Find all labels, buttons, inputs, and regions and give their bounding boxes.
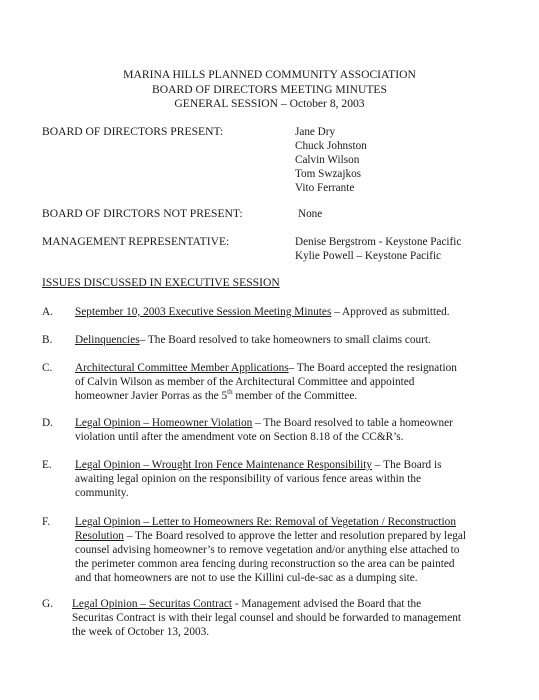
item-text [75,515,505,585]
management-list [295,235,461,263]
document-header [0,68,539,112]
item-title: Legal Opinion – Wrought Iron Fence Maintenance Responsibility [75,459,373,471]
item-letter: E. [42,459,52,471]
item-body: – The Board resolved to take homeowners to small claims court. [139,334,431,346]
directors-not-present-value: None [298,208,323,220]
item-body: – The Board resolved to approve the letter and resolution prepared by legal [123,530,467,542]
item-body-line: counsel advising homeowner’s to remove vegetation and/or anything else attached to [75,544,460,556]
item-title: Architectural Committee Member Applications [75,362,289,374]
item-title-continued: Resolution [75,530,124,542]
item-letter: B. [42,334,53,346]
item-body: – The Board resolved to table a homeowner [252,417,453,429]
item-body-line: of Calvin Wilson as member of the Architectural Committee and appointed [75,376,415,388]
item-body-line: the week of October 13, 2003. [72,626,210,638]
item-body-line: community. [75,487,129,499]
item-title: Legal Opinion – Securitas Contract [72,598,232,610]
item-letter: F. [42,516,51,528]
item-title: Legal Opinion – Homeowner Violation [75,417,253,429]
director-name: Chuck Johnston [295,140,367,152]
item-body-line: Securitas Contract is with their legal counsel and should be forwarded to management [72,612,462,624]
management-label: MANAGEMENT REPRESENTATIVE: [42,235,230,248]
directors-not-present-label: BOARD OF DIRCTORS NOT PRESENT: [42,207,243,220]
session-date: GENERAL SESSION – October 8, 2003 [174,97,365,110]
item-body-line: violation until after the amendment vote on Section 8.18 of the CC&R’s. [75,431,404,443]
directors-present-list [295,125,367,195]
item-text [72,597,502,639]
director-name: Tom Swzajkos [295,168,362,180]
section-title: ISSUES DISCUSSED IN EXECUTIVE SESSION [42,276,280,289]
director-name: Vito Ferrante [295,182,355,194]
item-text [75,305,505,319]
item-body: - Management advised the Board that the [232,598,422,610]
item-text [75,361,505,403]
item-body: – The Board accepted the resignation [288,362,457,374]
item-text [75,416,505,444]
item-body-line: member of the Committee. [232,390,358,402]
management-name: Denise Bergstrom - Keystone Pacific [295,236,462,248]
management-name: Kylie Powell – Keystone Pacific [295,250,442,262]
item-body-line: homeowner Javier Porras as the 5 [75,390,228,402]
item-letter: G. [42,598,53,610]
item-body-line: awaiting legal opinion on the responsibility of various fence areas within the [75,473,422,485]
item-title: Delinquencies [75,334,140,346]
director-name: Calvin Wilson [295,154,360,166]
item-body-line: the perimeter common area fencing during reconstruction so the area can be painted [75,558,455,570]
ordinal-suffix: th [227,388,233,397]
document-title: BOARD OF DIRECTORS MEETING MINUTES [152,82,387,96]
item-text [75,458,505,500]
item-letter: C. [42,362,53,374]
item-title: September 10, 2003 Executive Session Meeting Minutes [75,306,332,318]
item-title: Legal Opinion – Letter to Homeowners Re: Removal of Vegetation / Reconstruction [75,516,456,528]
director-name: Jane Dry [295,126,336,138]
directors-present-label: BOARD OF DIRECTORS PRESENT: [42,125,224,138]
item-body: – The Board is [372,459,442,471]
item-letter: D. [42,417,53,429]
item-text [75,333,505,347]
item-letter: A. [42,306,53,318]
association-name: MARINA HILLS PLANNED COMMUNITY ASSOCIATION [123,68,416,81]
item-body: – Approved as submitted. [331,306,450,318]
item-body-line: and that homeowners are not to use the Killini cul-de-sac as a dumping site. [75,572,418,584]
